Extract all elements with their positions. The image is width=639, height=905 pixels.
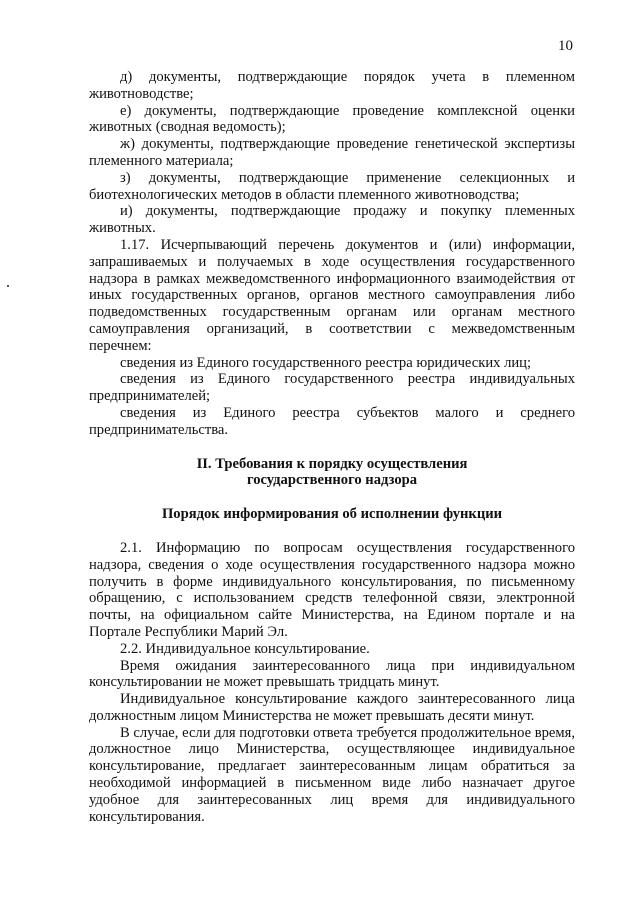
section-title-line-2: государственного надзора — [246, 472, 418, 489]
paragraph-item-z: з) документы, подтверждающие применение селекционных и биотехнологических методов в области племенного животноводства; — [89, 169, 575, 203]
paragraph-waiting-time: Время ожидания заинтересованного лица при индивидуальном консультировании не может превышать тридцать минут. — [89, 657, 575, 691]
paragraph-consultation-time: Индивидуальное консультирование каждого заинтересованного лица должностным лицом Министерства не может превышать десяти минут. — [89, 691, 575, 724]
paragraph-2-1: 2.1. Информацию по вопросам осуществления государственного надзора, сведения о ходе осуществления государственного надзора можно получить в форме индивидуального консультирования, по письменному обращению, с использованием средств телефонной связи, электронной почты, на официальном сайте Министерства, на Едином портале и на Портале Республики Марий Эл. — [89, 539, 575, 640]
paragraph-item-zh: ж) документы, подтверждающие проведение генетической экспертизы племенного материала; — [89, 136, 575, 169]
paragraph-registry-entrepreneurs: сведения из Единого государственного реестра индивидуальных предпринимателей; — [89, 371, 575, 405]
paragraph-item-e: е) документы, подтверждающие проведение комплексной оценки животных (сводная ведомость); — [89, 102, 575, 136]
section-title-line-1: II. Требования к порядку осуществления — [196, 455, 468, 472]
paragraph-registry-legal-entities: сведения из Единого государственного реестра юридических лиц; — [120, 354, 532, 371]
document-body — [89, 69, 575, 825]
page-number: 10 — [558, 38, 573, 54]
paragraph-registry-small-business: сведения из Единого реестра субъектов малого и среднего предпринимательства. — [89, 404, 575, 438]
paragraph-item-d: д) документы, подтверждающие порядок учета в племенном животноводстве; — [89, 69, 575, 102]
section-title — [89, 456, 575, 490]
paragraph-long-response: В случае, если для подготовки ответа требуется продолжительное время, должностное лицо Министерства, осуществляющее индивидуальное консультирование, предлагает заинтересованным лицам обратиться за необходимой информацией в письменном виде либо назначает другое удобное для заинтересованных лиц время для индивидуального консультирования. — [89, 724, 575, 825]
paragraph-1-17: 1.17. Исчерпывающий перечень документов и (или) информации, запрашиваемых и получаемых в ходе осуществления государственного надзора в рамках межведомственного информационного взаимодействия от иных государственных органов, органов местного самоуправления либо подведомственных государственным органам или органам местного самоуправления организаций, в соответствии с межведомственным перечнем: — [89, 236, 575, 354]
subsection-title: Порядок информирования об исполнении функции — [161, 506, 503, 523]
scan-artifact-dot — [7, 285, 9, 287]
paragraph-item-i: и) документы, подтверждающие продажу и покупку племенных животных. — [89, 203, 575, 237]
paragraph-2-2: 2.2. Индивидуальное консультирование. — [120, 640, 370, 657]
